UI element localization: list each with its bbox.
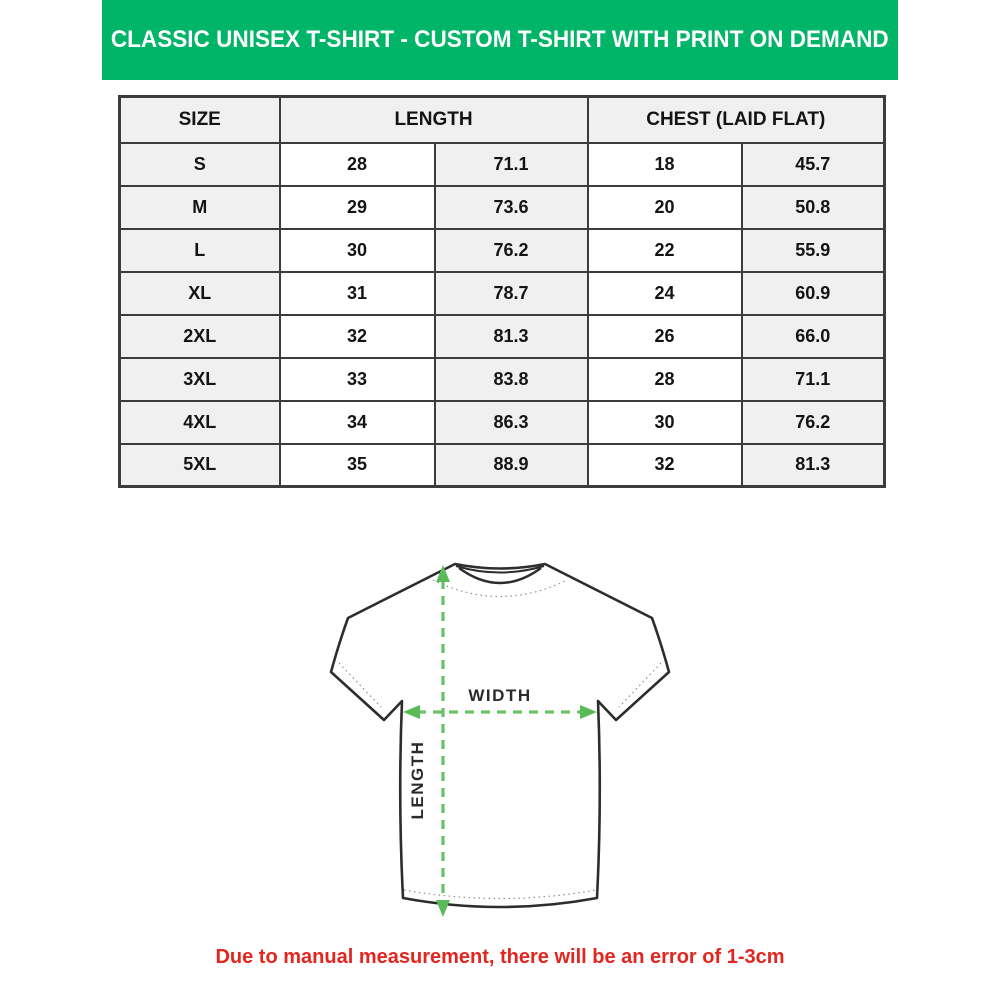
header-length: LENGTH [280, 97, 588, 143]
size-cell: 3XL [120, 358, 280, 401]
length-cm-cell: 83.8 [435, 358, 588, 401]
size-cell: L [120, 229, 280, 272]
size-cell: 4XL [120, 401, 280, 444]
length-in-cell: 30 [280, 229, 435, 272]
chest-in-cell: 28 [588, 358, 742, 401]
chest-in-cell: 18 [588, 143, 742, 186]
length-cm-cell: 88.9 [435, 444, 588, 487]
measurement-error-note: Due to manual measurement, there will be an error of 1-3cm [215, 946, 785, 968]
size-cell: 5XL [120, 444, 280, 487]
chest-cm-cell: 60.9 [742, 272, 885, 315]
length-cm-cell: 78.7 [435, 272, 588, 315]
header-chest: CHEST (LAID FLAT) [588, 97, 885, 143]
length-in-cell: 33 [280, 358, 435, 401]
chest-in-cell: 24 [588, 272, 742, 315]
length-in-cell: 32 [280, 315, 435, 358]
table-row [120, 315, 885, 358]
length-in-cell: 35 [280, 444, 435, 487]
chest-cm-cell: 76.2 [742, 401, 885, 444]
chest-in-cell: 32 [588, 444, 742, 487]
table-row [120, 143, 885, 186]
length-cm-cell: 86.3 [435, 401, 588, 444]
chest-cm-cell: 50.8 [742, 186, 885, 229]
table-row [120, 444, 885, 487]
length-label: LENGTH [408, 740, 427, 820]
chest-cm-cell: 55.9 [742, 229, 885, 272]
table-row [120, 401, 885, 444]
size-cell: 2XL [120, 315, 280, 358]
length-in-cell: 34 [280, 401, 435, 444]
size-cell: M [120, 186, 280, 229]
length-cm-cell: 71.1 [435, 143, 588, 186]
chest-in-cell: 26 [588, 315, 742, 358]
chest-in-cell: 20 [588, 186, 742, 229]
width-label: WIDTH [468, 686, 532, 705]
tshirt-measurement-diagram [320, 550, 680, 940]
page-title: CLASSIC UNISEX T-SHIRT - CUSTOM T-SHIRT WITH PRINT ON DEMAND [111, 26, 889, 53]
table-row [120, 186, 885, 229]
length-in-cell: 28 [280, 143, 435, 186]
length-cm-cell: 73.6 [435, 186, 588, 229]
chest-in-cell: 30 [588, 401, 742, 444]
chest-cm-cell: 66.0 [742, 315, 885, 358]
size-cell: XL [120, 272, 280, 315]
tshirt-outline [331, 564, 669, 907]
chest-cm-cell: 45.7 [742, 143, 885, 186]
header-size: SIZE [120, 97, 280, 143]
table-row [120, 272, 885, 315]
chest-cm-cell: 81.3 [742, 444, 885, 487]
length-in-cell: 29 [280, 186, 435, 229]
chest-cm-cell: 71.1 [742, 358, 885, 401]
length-in-cell: 31 [280, 272, 435, 315]
table-row [120, 229, 885, 272]
chest-in-cell: 22 [588, 229, 742, 272]
size-chart-table [118, 95, 886, 488]
length-cm-cell: 76.2 [435, 229, 588, 272]
table-header-row [120, 97, 885, 143]
table-row [120, 358, 885, 401]
length-cm-cell: 81.3 [435, 315, 588, 358]
title-banner [102, 0, 898, 80]
size-cell: S [120, 143, 280, 186]
